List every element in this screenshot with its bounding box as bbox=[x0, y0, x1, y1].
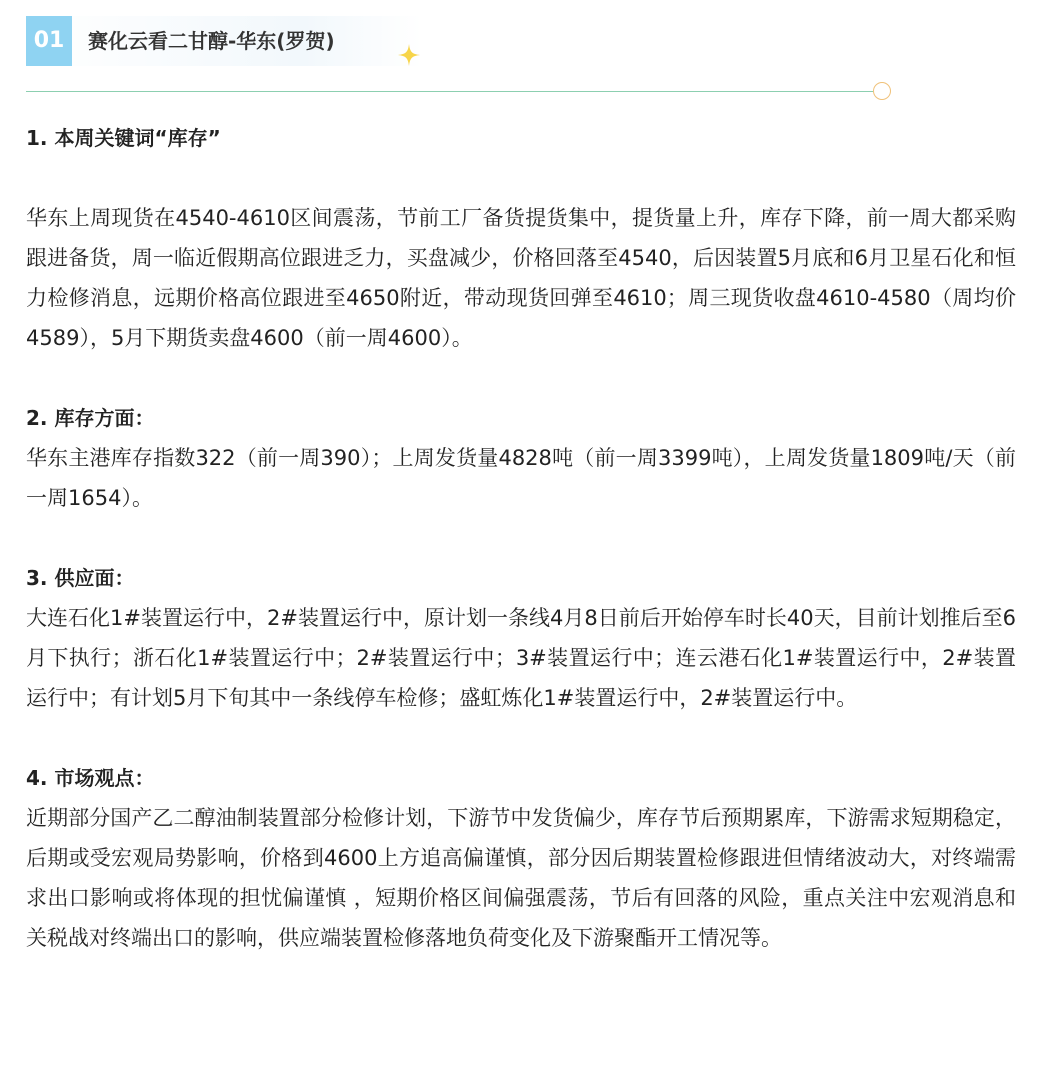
article-body bbox=[26, 118, 1016, 958]
sparkle-icon bbox=[398, 44, 420, 66]
section-heading-inventory: 2. 库存方面： bbox=[26, 406, 155, 430]
circle-icon bbox=[873, 82, 891, 100]
section-paragraph-supply: 大连石化1#装置运行中，2#装置运行中，原计划一条线4月8日前后开始停车时长40天，目前计划推后至6月下执行；浙石化1#装置运行中；2#装置运行中；3#装置运行中；连云港石化1#装置运行中，2#装置运行中；有计划5月下旬其中一条线停车检修；盛虹炼化1#装置运行中，2#装置运行中。 bbox=[26, 606, 1016, 710]
section-number-badge: 01 bbox=[26, 16, 72, 66]
section-title: 赛化云看二甘醇-华东(罗贺) bbox=[88, 29, 335, 53]
section-heading-keyword: 1. 本周关键词“库存” bbox=[26, 126, 221, 150]
section-heading-outlook: 4. 市场观点： bbox=[26, 766, 155, 790]
section-header bbox=[26, 16, 422, 66]
section-paragraph-keyword: 华东上周现货在4540-4610区间震荡，节前工厂备货提货集中，提货量上升，库存下降，前一周大都采购跟进备货，周一临近假期高位跟进乏力，买盘减少，价格回落至4540，后因装置5月底和6月卫星石化和恒力检修消息，远期价格高位跟进至4650附近，带动现货回弹至4610；周三现货收盘4610-4580（周均价4589），5月下期货卖盘4600（前一周4600）。 bbox=[26, 206, 1016, 350]
section-paragraph-outlook: 近期部分国产乙二醇油制装置部分检修计划，下游节中发货偏少，库存节后预期累库，下游需求短期稳定，后期或受宏观局势影响，价格到4600上方追高偏谨慎，部分因后期装置检修跟进但情绪波动大，对终端需求出口影响或将体现的担忧偏谨慎 ，短期价格区间偏强震荡，节后有回落的风险，重点关注中宏观消息和关税战对终端出口的影响，供应端装置检修落地负荷变化及下游聚酯开工情况等。 bbox=[26, 806, 1016, 950]
section-paragraph-inventory: 华东主港库存指数322（前一周390）；上周发货量4828吨（前一周3399吨），上周发货量1809吨/天（前一周1654）。 bbox=[26, 446, 1016, 510]
section-heading-supply: 3. 供应面： bbox=[26, 566, 135, 590]
header-divider bbox=[26, 91, 874, 92]
